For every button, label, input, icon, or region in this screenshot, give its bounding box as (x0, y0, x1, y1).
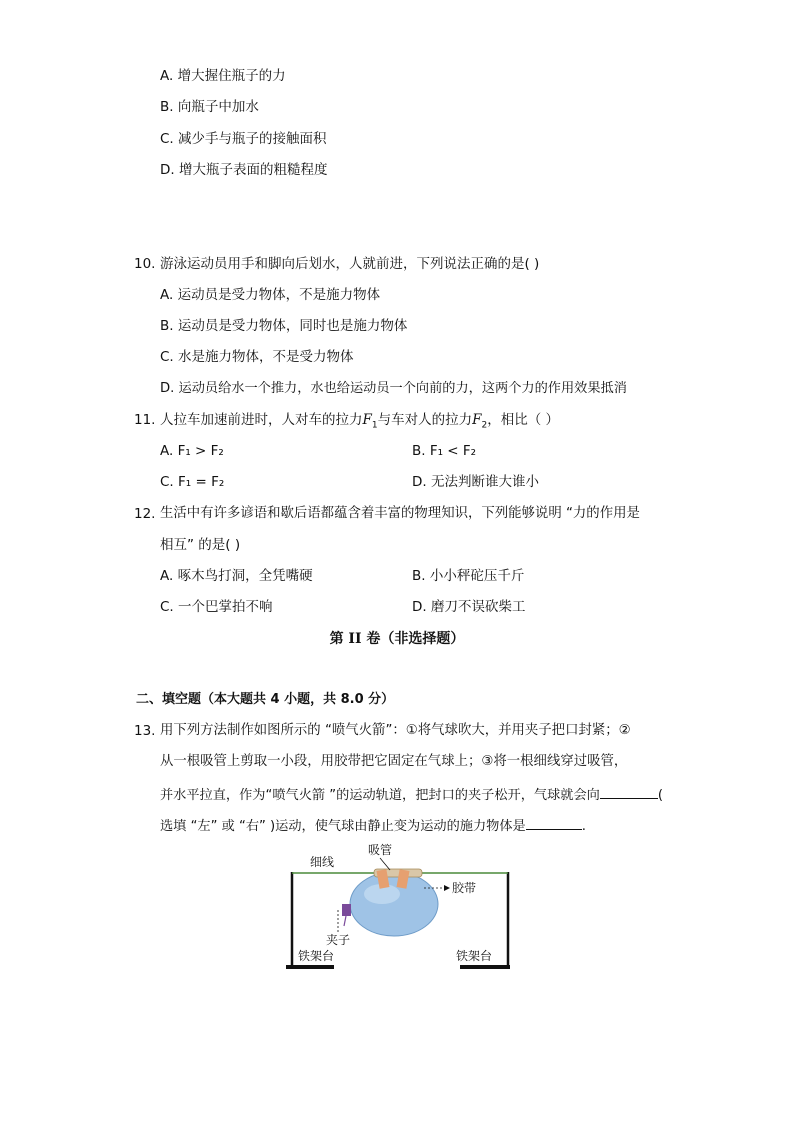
q12-option-d: D. 磨刀不误砍柴工 (412, 599, 526, 615)
q11-f1-sub: 1 (371, 420, 378, 431)
label-stand-left: 铁架台 (298, 949, 335, 963)
q11-f2: F (472, 412, 482, 428)
q13-line4-period: . (581, 819, 586, 834)
q10-option-a: A. 运动员是受力物体，不是施力物体 (160, 287, 381, 303)
q10-option-d: D. 运动员给水一个推力，水也给运动员一个向前的力，这两个力的作用效果抵消 (160, 381, 627, 396)
q13-line3 (160, 784, 663, 806)
q11-stem (160, 410, 559, 436)
q12-option-b: B. 小小秤砣压千斤 (412, 568, 525, 584)
q11-option-a: A. F₁ > F₂ (160, 443, 224, 459)
q13-line1: 用下列方法制作如图所示的 “喷气火箭”：①将气球吹大，并用夹子把口封紧；② (160, 723, 631, 738)
q13-line3-paren: ( (657, 788, 664, 803)
label-stand-right: 铁架台 (456, 949, 493, 963)
label-straw: 吸管 (368, 843, 393, 857)
q11-stem-part-b: 与车对人的拉力 (377, 412, 473, 428)
label-string: 细线 (310, 855, 335, 869)
q12-option-a: A. 啄木鸟打洞，全凭嘴硬 (160, 568, 313, 584)
stand-left-base (286, 965, 334, 969)
q13-line4 (160, 815, 586, 837)
rocket-balloon-figure (284, 842, 516, 974)
q11-stem-part-c: ，相比（ ） (487, 412, 560, 428)
stand-right-base (460, 965, 510, 969)
part2-title: 第 II 卷（非选择题） (329, 631, 465, 647)
q11-option-d: D. 无法判断谁大谁小 (412, 474, 539, 490)
q11-f2-sub: 2 (481, 420, 488, 431)
q12-number: 12. (134, 506, 156, 522)
q13-line2: 从一根吸管上剪取一小段，用胶带把它固定在气球上；③将一根细线穿过吸管， (160, 754, 628, 769)
q11-stem-part-a: 人拉车加速前进时，人对车的拉力 (160, 412, 363, 428)
q12-option-c: C. 一个巴掌拍不响 (160, 599, 273, 615)
q11-option-c: C. F₁ = F₂ (160, 474, 225, 490)
q9-option-b: B. 向瓶子中加水 (160, 99, 259, 115)
q13-line3-text: 并水平拉直，作为“喷气火箭 ”的运动轨道，把封口的夹子松开，气球就会向 (160, 788, 600, 803)
balloon (350, 872, 438, 936)
q13-number: 13. (134, 723, 156, 739)
label-clip: 夹子 (326, 933, 351, 947)
q9-option-d: D. 增大瓶子表面的粗糙程度 (160, 162, 328, 178)
q10-option-c: C. 水是施力物体，不是受力物体 (160, 349, 354, 365)
section2-heading: 二、填空题（本大题共 4 小题，共 8.0 分） (136, 692, 395, 707)
q13-line4-text: 选填 “左” 或 “右” )运动，使气球由静止变为运动的施力物体是 (160, 819, 526, 834)
q11-f1: F (362, 412, 372, 428)
q12-stem-line2: 相互” 的是( ) (160, 537, 241, 553)
q10-number: 10. (134, 256, 156, 272)
q13-blank-force-source[interactable] (526, 815, 582, 830)
label-tape: 胶带 (452, 881, 477, 895)
q11-option-b: B. F₁ < F₂ (412, 443, 477, 459)
q10-stem: 游泳运动员用手和脚向后划水，人就前进，下列说法正确的是( ) (160, 256, 540, 272)
q12-stem-line1: 生活中有许多谚语和歇后语都蕴含着丰富的物理知识，下列能够说明 “力的作用是 (160, 506, 640, 521)
q9-option-c: C. 减少手与瓶子的接触面积 (160, 131, 327, 147)
clip-icon (342, 904, 351, 916)
q10-option-b: B. 运动员是受力物体，同时也是施力物体 (160, 318, 408, 334)
q13-blank-direction[interactable] (600, 784, 658, 799)
q11-number: 11. (134, 412, 156, 428)
q9-option-a: A. 增大握住瓶子的力 (160, 68, 286, 84)
